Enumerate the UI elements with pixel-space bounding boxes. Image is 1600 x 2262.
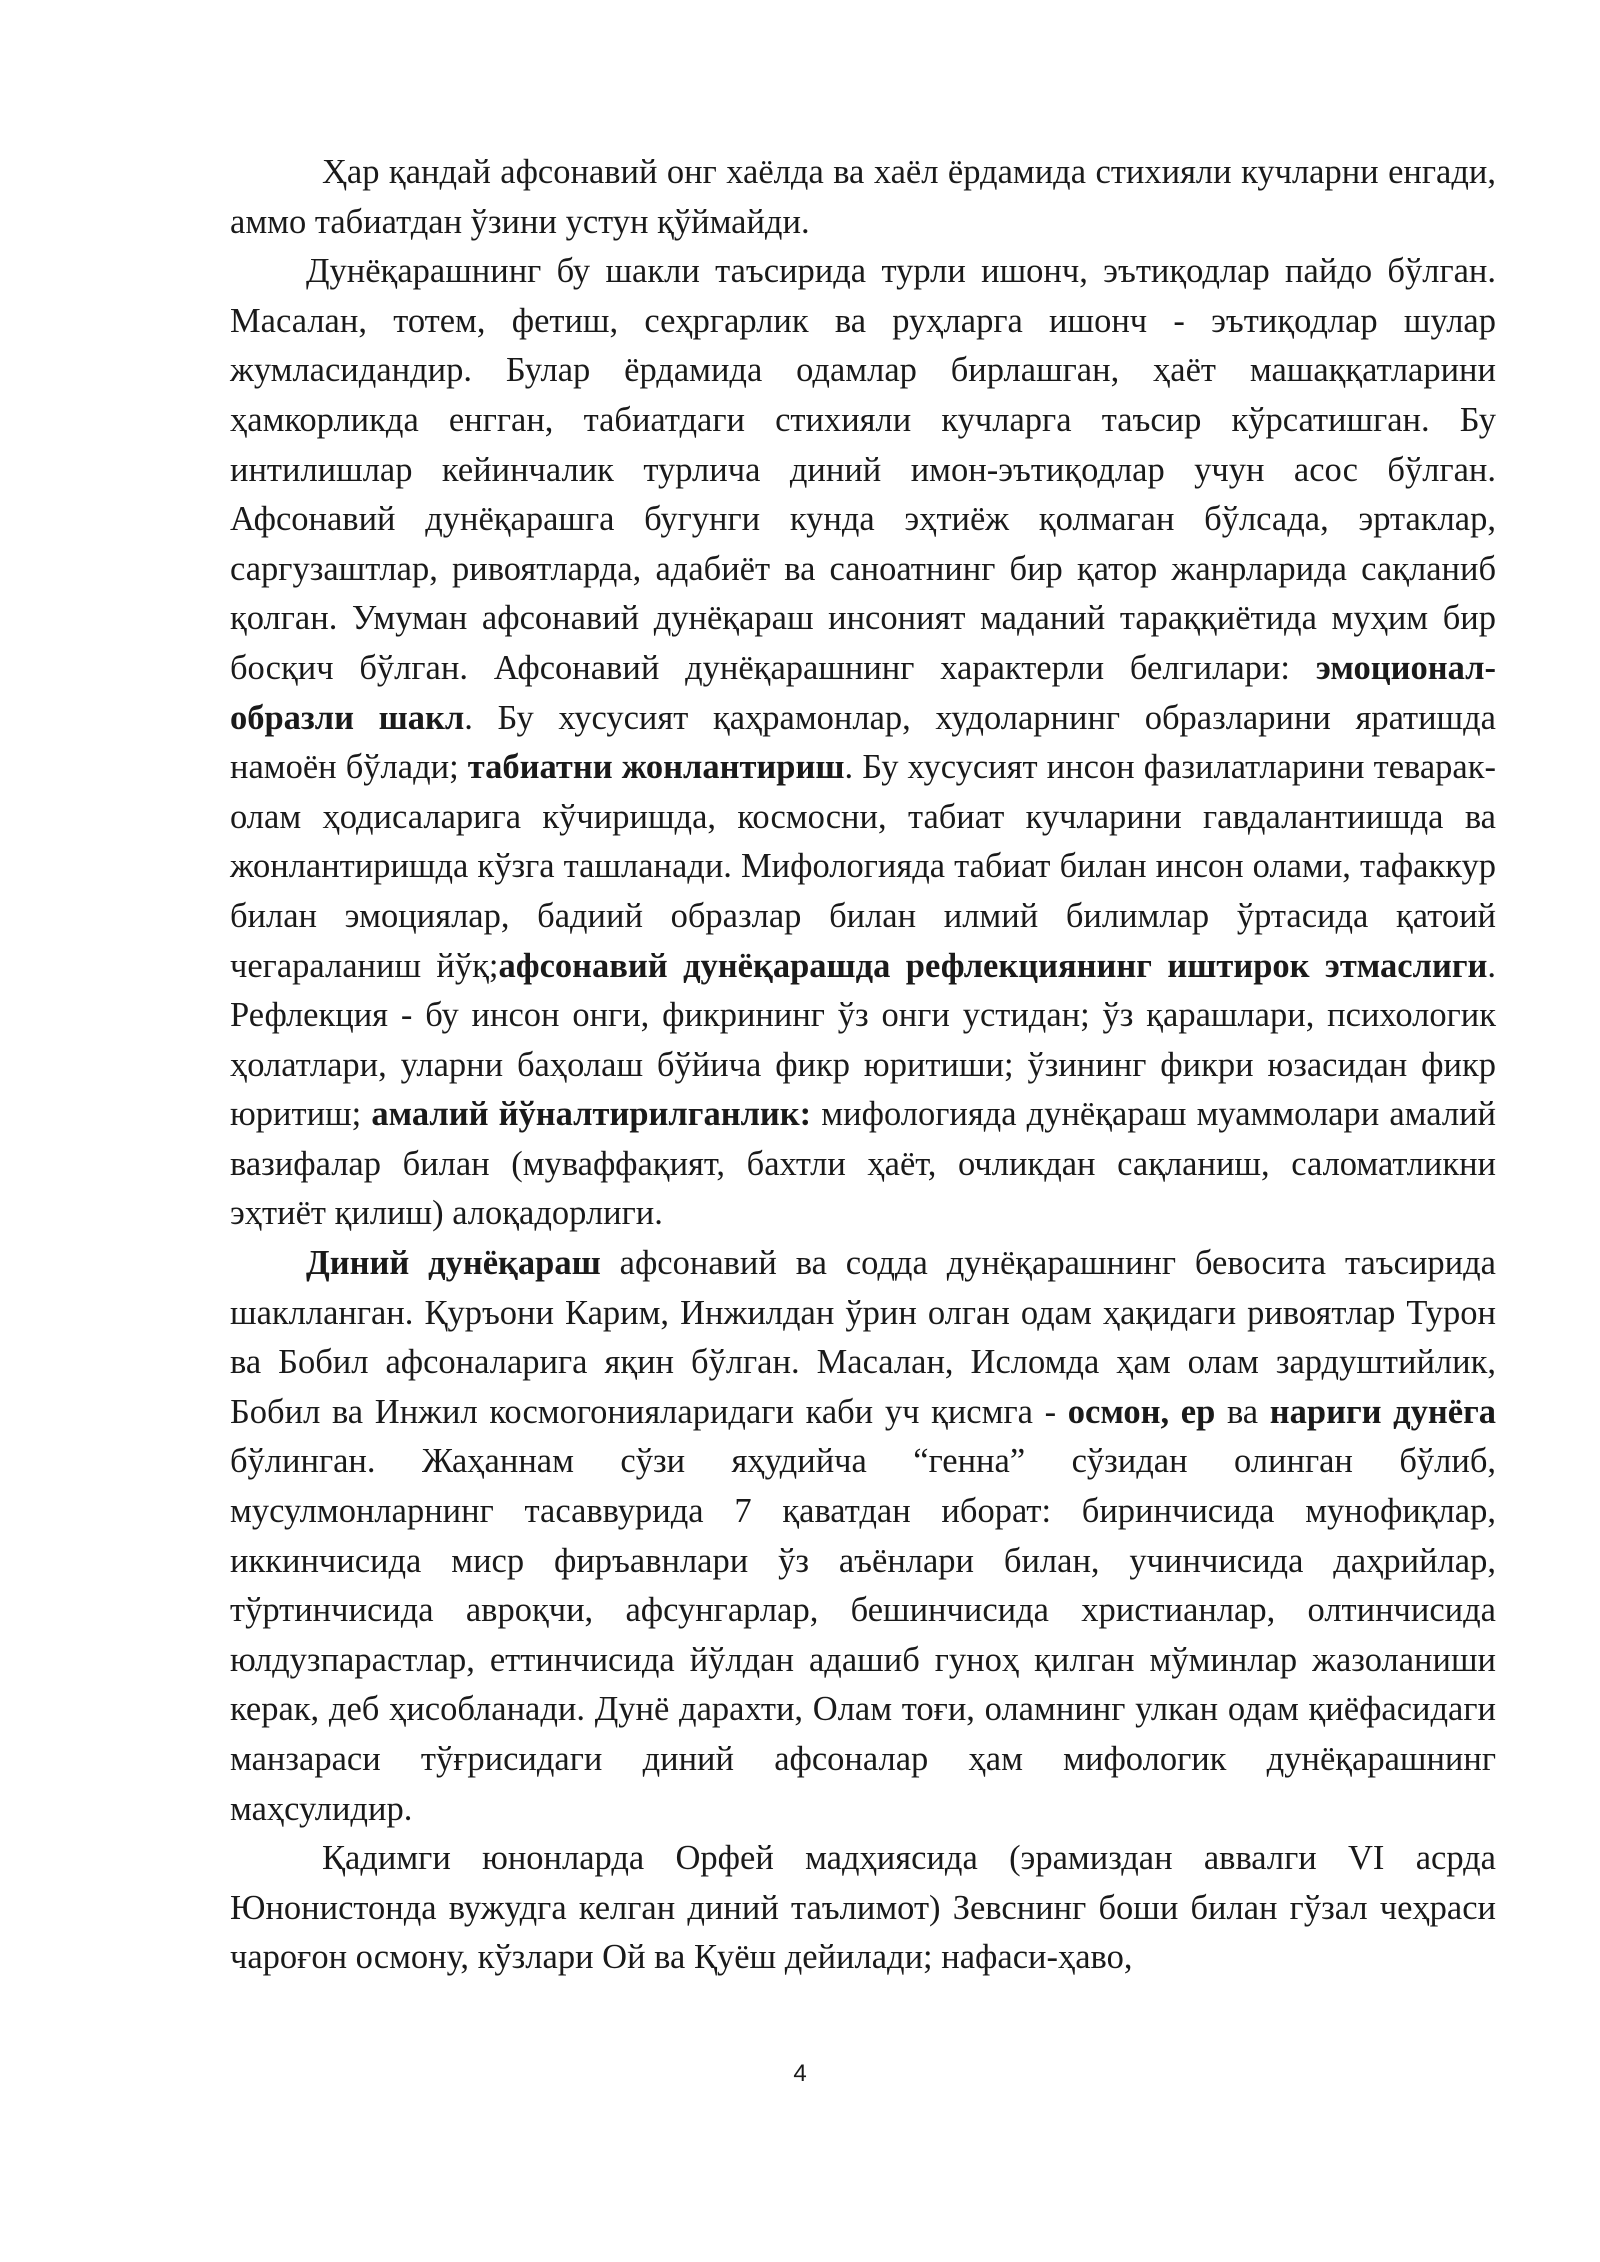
bold-term-emotional-figurative: эмоционал- образли шакл: [230, 648, 1496, 737]
text-span: . Рефлекция - бу инсон онги, фикрининг ўз онги устидан; ўз қарашлари, психологик ҳолатлари, уларни баҳолаш бўйича фикр юритиши; ўзининг фикри юзасидан фикр юритиш;: [230, 946, 1496, 1134]
text-span: бўлинган. Жаҳаннам сўзи яҳудийча “генна” сўзидан олинган бўлиб, мусулмонларнинг тасаввурида 7 қаватдан иборат: биринчисида мунофиқлар, иккинчисида миср фиръавнлари ўз аъёнлари билан, учинчисида даҳрийлар, тўртинчисида авроқчи, афсунгарлар, бешинчисида христианлар, олтинчисида юлдузпарастлар, еттинчисида йўлдан адашиб гуноҳ қилган мўминлар жазоланиши керак, деб ҳисобланади. Дунё дарахти, Олам тоғи, оламнинг улкан одам қиёфасидаги манзараси тўғрисидаги диний афсоналар ҳам мифологик дунёқарашнинг маҳсулидир.: [230, 1442, 1496, 1828]
paragraph-1: Ҳар қандай афсонавий онг хаёлда ва хаёл ёрдамида стихияли кучларни енгади, аммо табиатдан ўзини устун қўймайди.: [230, 153, 1496, 241]
bold-term-no-reflection: афсонавий дунёқарашда рефлекциянинг иштирок этмаслиги: [498, 946, 1488, 985]
text-span: . Бу хусусият қаҳрамонлар, худоларнинг образларини яратишда намоён бўлади;: [230, 698, 1496, 787]
bold-term-afterworld: нариги дунёга: [1269, 1392, 1496, 1431]
text-span: афсонавий ва содда дунёқарашнинг бевосита таъсирида шаклланган. Қуръони Карим, Инжилдан ўрин олган одам ҳақидаги ривоятлар Турон ва Бобил афсоналарига яқин бўлган. Масалан, Исломда ҳам олам зардуштийлик, Бобил ва Инжил космогонияларидаги каби уч қисмга -: [230, 1244, 1496, 1431]
text-span: мифологияда дунёқараш муаммолари амалий вазифалар билан (муваффақият, бахтли ҳаёт, очликдан сақланиш, саломатликни эҳтиёт қилиш) алоқадорлиги.: [230, 1095, 1496, 1233]
page-number: 4: [793, 2060, 807, 2087]
text-span: Дунёқарашнинг бу шакли таъсирида турли ишонч, эътиқодлар пайдо бўлган. Масалан, тотем, фетиш, сеҳргарлик ва руҳларга ишонч - эътиқодлар шулар жумласидандир. Булар ёрдамида одамлар бирлашган, ҳаёт машаққатларини ҳамкорликда енгган, табиатдаги стихияли кучларга таъсир кўрсатишган. Бу интилишлар кейинчалик турлича диний имон-эътиқодлар учун асос бўлган. Афсонавий дунёқарашга бугунги кунда эҳтиёж қолмаган бўлсада, эртаклар, саргузаштлар, ривоятларда, адабиёт ва саноатнинг бир қатор жанрларида сақланиб қолган. Умуман афсонавий дунёқараш инсоният маданий тараққиётида муҳим бир босқич бўлган. Афсонавий дунёқарашнинг характерли белгилари:: [230, 252, 1496, 687]
bold-term-animating-nature: табиатни жонлантириш: [467, 748, 845, 787]
text-span: ва: [1215, 1392, 1270, 1431]
document-body: [230, 148, 1496, 1983]
bold-term-religious-worldview: Диний дунёқараш: [306, 1244, 601, 1283]
paragraph-4: Қадимги юнонларда Орфей мадҳиясида (эрамиздан аввалги VI асрда Юнонистонда вужудга келган диний таълимот) Зевснинг боши билан гўзал чеҳраси чароғон осмону, кўзлари Ой ва Қуёш дейилади; нафаси-ҳаво,: [230, 1839, 1496, 1977]
text-span: . Бу хусусият инсон фазилатларини теварак-олам ҳодисаларига кўчиришда, космосни, табиат кучларини гавдалантиишда ва жонлантиришда кўзга ташланади. Мифологияда табиат билан инсон олами, тафаккур билан эмоциялар, бадиий образлар билан илмий билимлар ўртасида қатоий чегараланиш йўқ;: [230, 748, 1496, 985]
paragraph-3: [230, 1239, 1496, 1834]
bold-term-sky-earth: осмон, ер: [1067, 1392, 1216, 1431]
paragraph-2: [230, 247, 1496, 1239]
bold-term-practical-orientation: амалий йўналтирилганлик:: [371, 1095, 812, 1134]
